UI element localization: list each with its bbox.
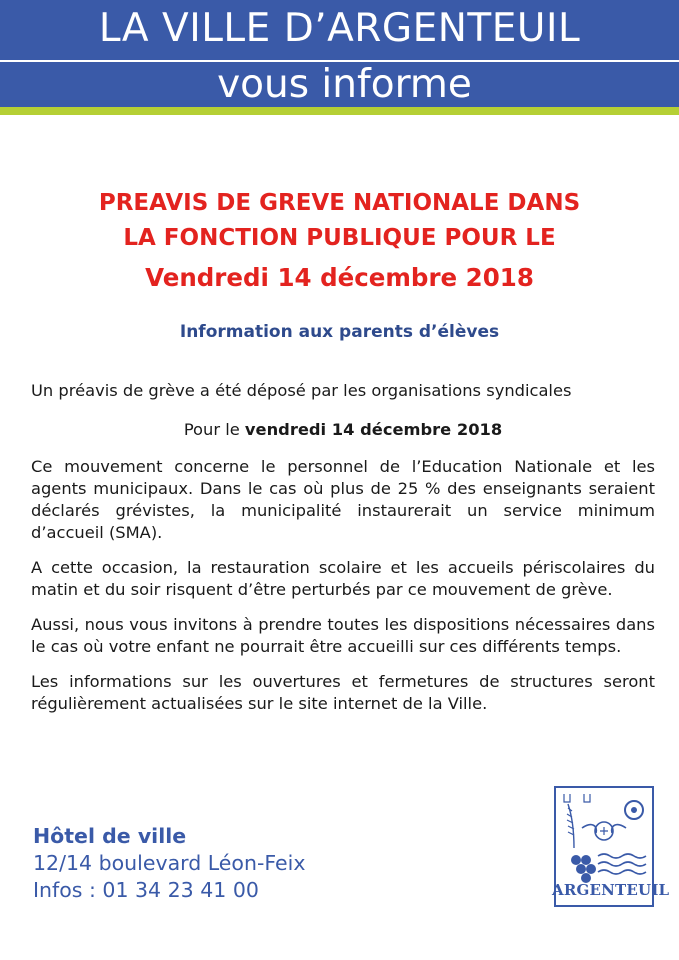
date-prefix: Pour le: [183, 420, 245, 439]
logo-wordmark: ARGENTEUIL: [552, 881, 670, 899]
accent-bar: [0, 107, 679, 115]
footer-phone: Infos : 01 34 23 41 00: [33, 878, 259, 902]
paragraph: Aussi, nous vous invitons à prendre toutes les dispositions nécessaires dans le cas où votre enfant ne pourrait être accueilli sur ces différents temps.: [31, 615, 655, 656]
header-subtitle: vous informe: [217, 62, 472, 107]
paragraph: Les informations sur les ouvertures et fermetures de structures seront régulièrement actualisées sur le site internet de la Ville.: [31, 672, 655, 713]
header-banner: [0, 0, 679, 107]
intro-paragraph: Un préavis de grève a été déposé par les organisations syndicales: [31, 381, 572, 400]
headline-line-1: PREAVIS DE GREVE NATIONALE DANS: [98, 190, 581, 216]
notice-headline: [0, 186, 679, 300]
paragraph: Ce mouvement concerne le personnel de l’Education Nationale et les agents municipaux. Dans le cas où plus de 25 % des enseignants seraient déclarés grévistes, la municipalité instaurerait un service minimum d’accueil (SMA).: [31, 457, 655, 542]
headline-date: Vendredi 14 décembre 2018: [145, 263, 534, 292]
headline-line-2: LA FONCTION PUBLIQUE POUR LE: [123, 225, 556, 251]
footer-title: Hôtel de ville: [33, 824, 187, 848]
footer-street: 12/14 boulevard Léon-Feix: [33, 851, 306, 875]
date-bold: vendredi 14 décembre 2018: [244, 420, 503, 439]
date-line: [31, 419, 655, 441]
paragraph: A cette occasion, la restauration scolaire et les accueils périscolaires du matin et du soir risquent d’être perturbés par ce mouvement de grève.: [31, 558, 655, 599]
footer-address: [33, 823, 305, 904]
notice-body: [31, 380, 655, 728]
header-title: LA VILLE D’ARGENTEUIL: [98, 6, 581, 51]
notice-subtitle: Information aux parents d’élèves: [179, 322, 500, 342]
